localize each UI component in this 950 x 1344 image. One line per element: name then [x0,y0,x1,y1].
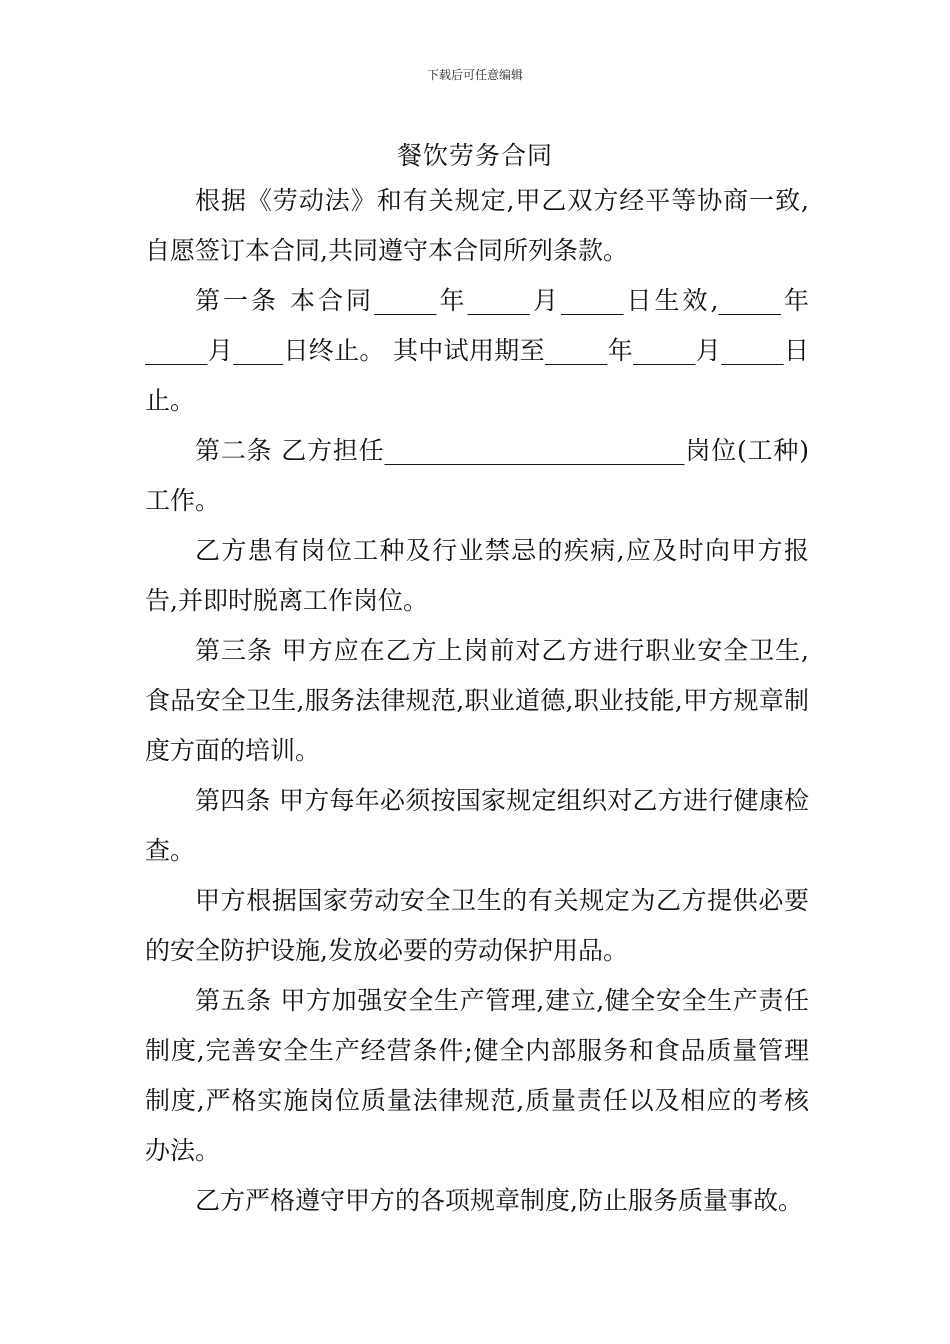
paragraph-article-1: 第一条 本合同_____年_____月_____日生效,_____年_____月____日终止。 其中试用期至_____年_____月_____日止。 [145,286,809,415]
paragraph-article-2: 第二条 乙方担任________________________岗位(工种)工作。 [145,436,809,515]
paragraph-article-4-note: 甲方根据国家劳动安全卫生的有关规定为乙方提供必要的安全防护设施,发放必要的劳动保护用品。 [145,886,809,965]
paragraph-article-3: 第三条 甲方应在乙方上岗前对乙方进行职业安全卫生,食品安全卫生,服务法律规范,职业道德,职业技能,甲方规章制度方面的培训。 [145,636,809,765]
paragraph-article-4: 第四条 甲方每年必须按国家规定组织对乙方进行健康检查。 [145,786,809,865]
paragraph-article-5-note: 乙方严格遵守甲方的各项规章制度,防止服务质量事故。 [195,1186,803,1215]
document-title: 餐饮劳务合同 [396,141,553,170]
header-note: 下载后可任意编辑 [426,68,523,82]
paragraph-article-5: 第五条 甲方加强安全生产管理,建立,健全安全生产责任制度,完善安全生产经营条件;健全内部服务和食品质量管理制度,严格实施岗位质量法律规范,质量责任以及相应的考核办法。 [145,986,809,1165]
contract-body [145,176,809,1226]
paragraph-preamble: 根据《劳动法》和有关规定,甲乙双方经平等协商一致,自愿签订本合同,共同遵守本合同所列条款。 [145,186,809,265]
paragraph-article-2-note: 乙方患有岗位工种及行业禁忌的疾病,应及时向甲方报告,并即时脱离工作岗位。 [145,536,809,615]
